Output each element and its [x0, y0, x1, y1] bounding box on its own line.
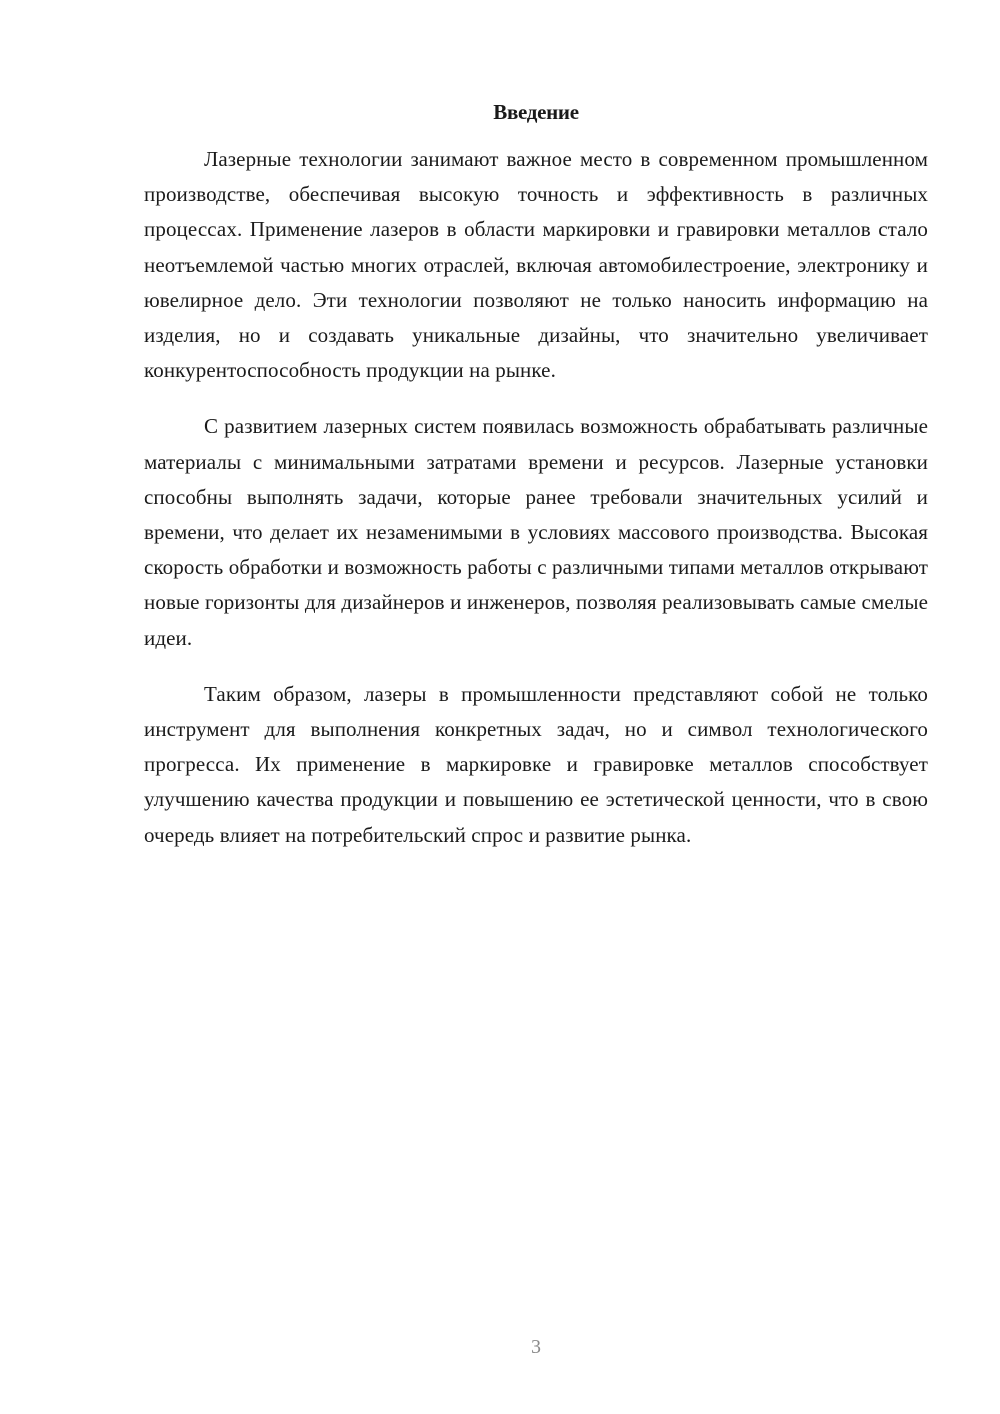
paragraph-3: Таким образом, лазеры в промышленности представляют собой не только инструмент для выполнения конкретных задач, но и символ технологического прогресса. Их применение в маркировке и гравировке металлов способствует улучшению качества продукции и повышению ее эстетической ценности, что в свою очередь влияет на потребительский спрос и развитие рынка.: [144, 681, 928, 847]
body-text: [144, 142, 928, 853]
paragraph-1: Лазерные технологии занимают важное место в современном промышленном производстве, обеспечивая высокую точность и эффективность в различных процессах. Применение лазеров в области маркировки и гравировки металлов стало неотъемлемой частью многих отраслей, включая автомобилестроение, электронику и ювелирное дело. Эти технологии позволяют не только наносить информацию на изделия, но и создавать уникальные дизайны, что значительно увеличивает конкурентоспособность продукции на рынке.: [144, 147, 928, 383]
page-number: 3: [531, 1336, 541, 1358]
paragraph-2: С развитием лазерных систем появилась возможность обрабатывать различные материалы с минимальными затратами времени и ресурсов. Лазерные установки способны выполнять задачи, которые ранее требовали значительных усилий и времени, что делает их незаменимыми в условиях массового производства. Высокая скорость обработки и возможность работы с различными типами металлов открывают новые горизонты для дизайнеров и инженеров, позволяя реализовывать самые смелые идеи.: [144, 414, 928, 650]
section-title: Введение: [493, 100, 579, 124]
